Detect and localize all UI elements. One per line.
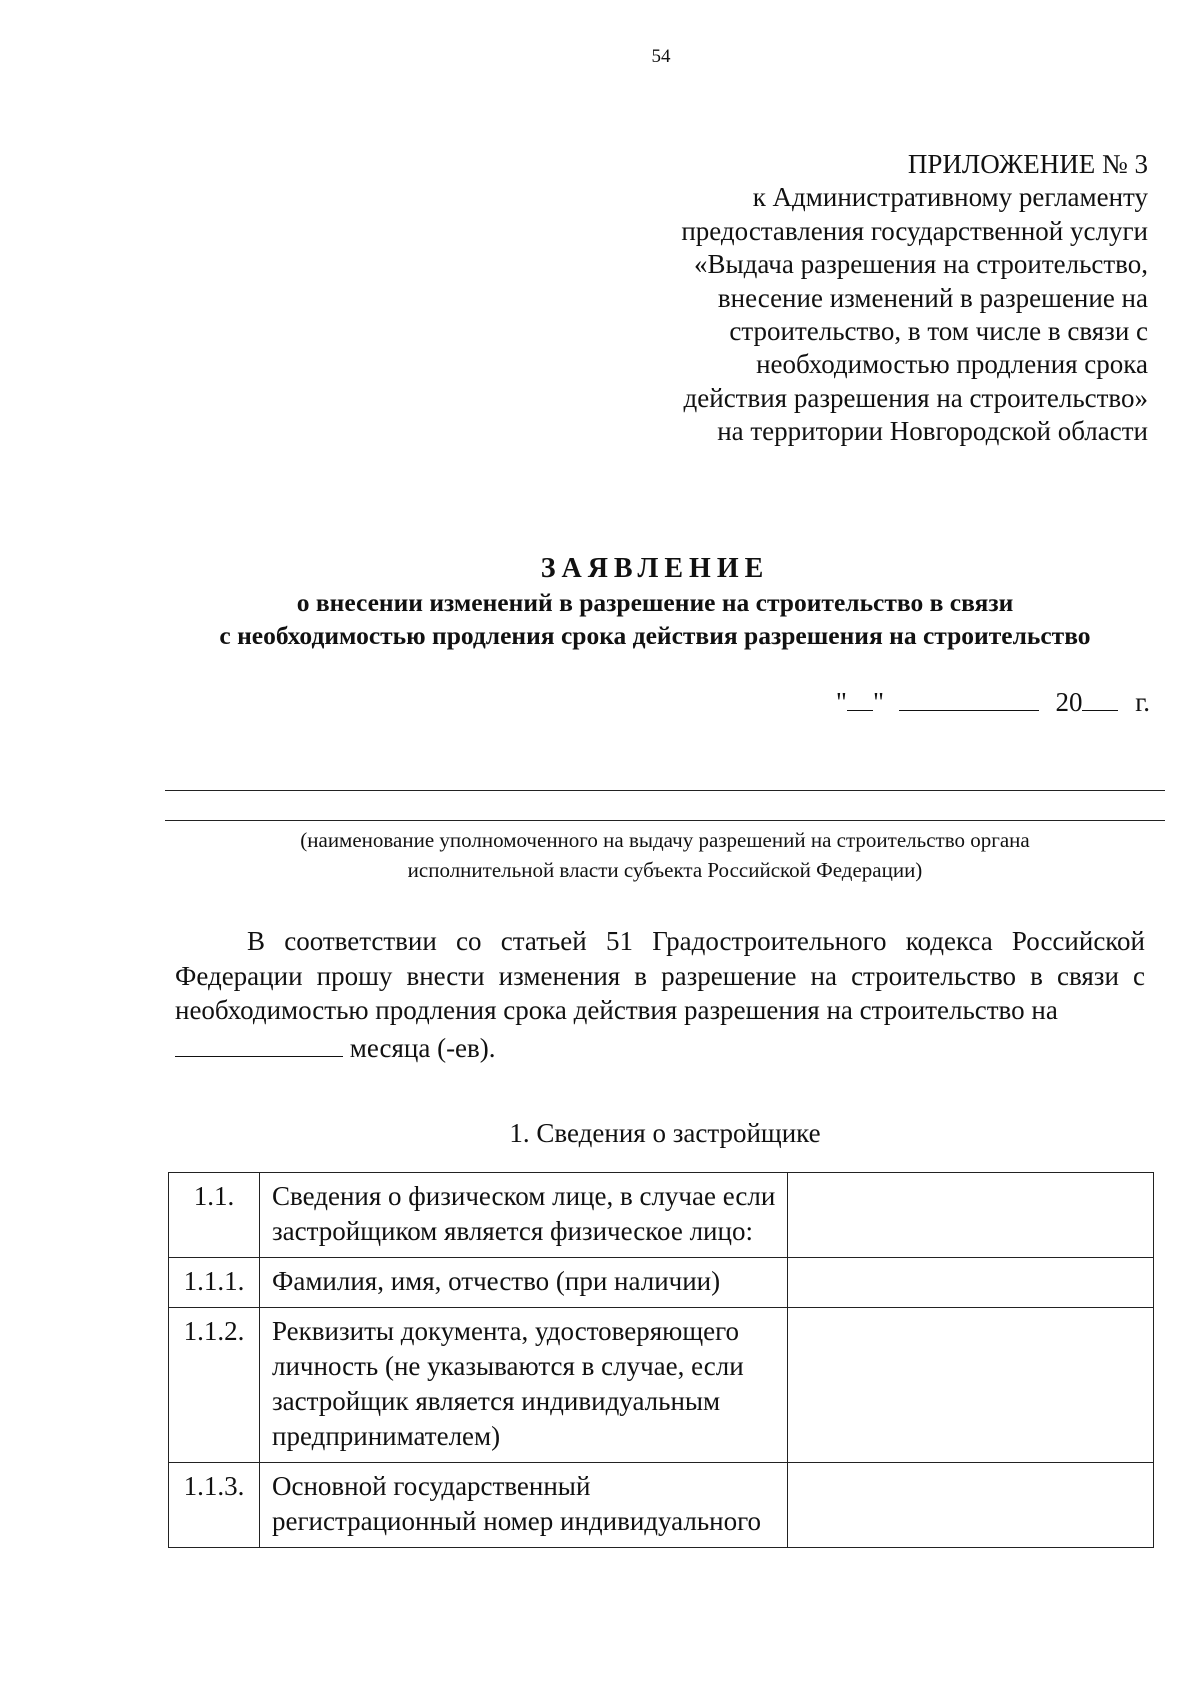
months-suffix: месяца (-ев).	[349, 1032, 496, 1063]
row-value-cell[interactable]	[788, 1173, 1154, 1258]
section-title: 1. Сведения о застройщике	[509, 1118, 821, 1148]
row-label-line: Реквизиты документа, удостоверяющего	[272, 1316, 739, 1346]
request-paragraph	[175, 924, 1145, 1065]
row-value-cell[interactable]	[788, 1258, 1154, 1308]
table-row	[169, 1308, 1154, 1463]
row-label	[260, 1463, 788, 1548]
appendix-line: предоставления государственной услуги	[681, 215, 1148, 246]
date-month-blank[interactable]	[899, 682, 1039, 711]
appendix-line: на территории Новгородской области	[717, 416, 1148, 447]
row-value-cell[interactable]	[788, 1463, 1154, 1548]
authority-caption-line: исполнительной власти субъекта Российской Федерации)	[407, 858, 923, 882]
date-day-blank[interactable]	[847, 682, 873, 711]
row-number: 1.1.2.	[169, 1308, 260, 1463]
row-label	[260, 1258, 788, 1308]
appendix-line: действия разрешения на строительство»	[683, 382, 1148, 413]
document-title	[160, 552, 1150, 652]
authority-fill-line[interactable]	[165, 820, 1165, 821]
page-number: 54	[651, 46, 671, 67]
table-row	[169, 1173, 1154, 1258]
authority-fill-line[interactable]	[165, 790, 1165, 791]
title-subtitle-line: с необходимостью продления срока действия разрешения на строительство	[219, 621, 1091, 650]
developer-info-table	[168, 1172, 1154, 1548]
row-label-line: Основной государственный	[272, 1471, 591, 1501]
table-row	[169, 1463, 1154, 1548]
row-label-line: застройщик является индивидуальным	[272, 1386, 721, 1416]
authority-caption	[165, 825, 1165, 885]
authority-caption-line: (наименование уполномоченного на выдачу разрешений на строительство органа	[300, 828, 1030, 852]
date-quote-open: "	[835, 687, 847, 717]
table-row	[169, 1258, 1154, 1308]
months-row	[175, 1028, 1145, 1066]
row-label	[260, 1308, 788, 1463]
row-label-line: застройщиком является физическое лицо:	[272, 1216, 753, 1246]
appendix-header	[548, 148, 1148, 449]
row-label-line: регистрационный номер индивидуального	[272, 1506, 762, 1536]
appendix-line: внесение изменений в разрешение на	[717, 282, 1148, 313]
row-label-line: Фамилия, имя, отчество (при наличии)	[272, 1266, 721, 1296]
row-value-cell[interactable]	[788, 1308, 1154, 1463]
row-label-line: предпринимателем)	[272, 1421, 501, 1451]
appendix-line: строительство, в том числе в связи с	[729, 316, 1148, 347]
appendix-line: ПРИЛОЖЕНИЕ № 3	[907, 149, 1148, 179]
row-number: 1.1.	[169, 1173, 260, 1258]
date-quote-close: "	[872, 687, 884, 717]
date-field	[836, 682, 1150, 718]
title-subtitle-line: о внесении изменений в разрешение на строительство в связи	[296, 588, 1014, 617]
row-label	[260, 1173, 788, 1258]
appendix-line: «Выдача разрешения на строительство,	[694, 249, 1148, 280]
title-main: ЗАЯВЛЕНИЕ	[540, 553, 770, 584]
appendix-line: необходимостью продления срока	[756, 349, 1148, 380]
months-blank[interactable]	[175, 1028, 343, 1057]
row-label-line: личность (не указываются в случае, если	[272, 1351, 744, 1381]
date-year-prefix: 20	[1055, 687, 1083, 717]
row-number: 1.1.1.	[169, 1258, 260, 1308]
date-year-blank[interactable]	[1082, 682, 1118, 711]
row-number: 1.1.3.	[169, 1463, 260, 1548]
date-year-suffix: г.	[1135, 687, 1150, 717]
appendix-line: к Административному регламенту	[752, 182, 1148, 213]
row-label-line: Сведения о физическом лице, в случае если	[272, 1181, 776, 1211]
request-paragraph-text: В соответствии со статьей 51 Градостроительного кодекса Российской Федерации прошу внести изменения в разрешение на строительство в связи с необходимостью продления срока действия разрешения на строительство на	[175, 926, 1145, 1025]
